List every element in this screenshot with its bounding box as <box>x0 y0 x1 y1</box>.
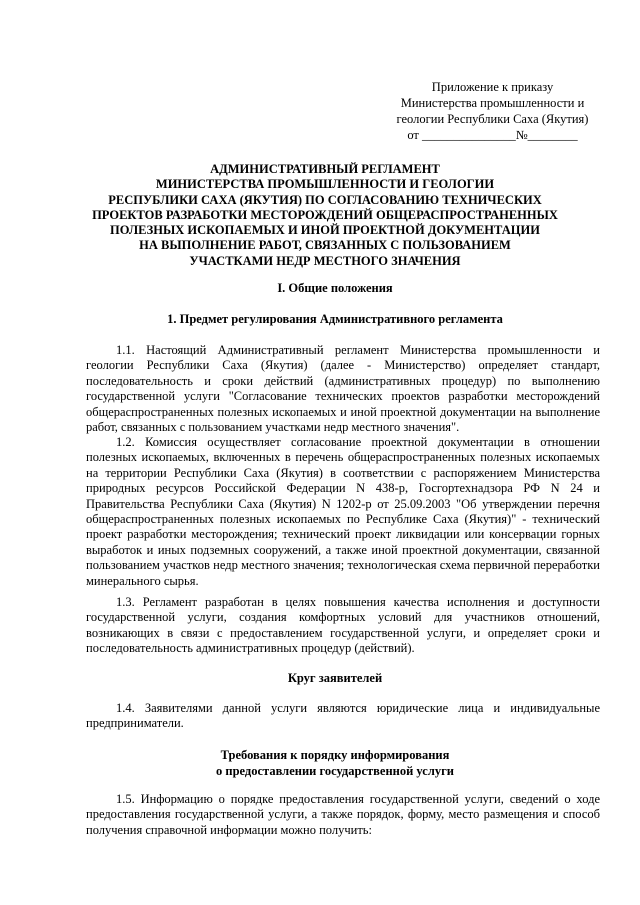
title-line: РЕСПУБЛИКИ САХА (ЯКУТИЯ) ПО СОГЛАСОВАНИЮ ТЕХНИЧЕСКИХ <box>108 192 542 207</box>
section-heading-informing-line: Требования к порядку информирования <box>220 748 450 762</box>
paragraph-1-1: 1.1. Настоящий Административный регламент Министерства промышленности и геологии Республики Саха (Якутия) (далее - Министерство) определяет стандарт, последовательность и сроки действий (административных процедур) по выполнению государственной услуги "Согласование технических проектов разработки месторождений общераспространенных полезных ископаемых и иной проектной документации на выполнение работ, связанных с пользованием участками недр местного значения". <box>86 343 600 435</box>
appendix-date-number-line: от _______________№________ <box>407 128 578 142</box>
title-line: ПРОЕКТОВ РАЗРАБОТКИ МЕСТОРОЖДЕНИЙ ОБЩЕРАСПРОСТРАНЕННЫХ <box>92 207 558 222</box>
appendix-line: Приложение к приказу <box>431 80 554 94</box>
paragraph-1-4: 1.4. Заявителями данной услуги являются юридические лица и индивидуальные предприниматели. <box>86 701 600 731</box>
document-title <box>70 162 580 269</box>
title-line: МИНИСТЕРСТВА ПРОМЫШЛЕННОСТИ И ГЕОЛОГИИ <box>155 177 495 192</box>
appendix-line: Министерства промышленности и <box>400 96 585 110</box>
title-line: ПОЛЕЗНЫХ ИСКОПАЕМЫХ И ИНОЙ ПРОЕКТНОЙ ДОКУМЕНТАЦИИ <box>110 223 540 238</box>
section-heading-general: I. Общие положения <box>277 281 393 295</box>
appendix-note <box>385 79 600 143</box>
paragraph-1-2: 1.2. Комиссия осуществляет согласование проектной документации в отношении полезных ископаемых, включенных в перечень общераспространенных полезных ископаемых на территории Республики Саха (Якутия) в соответствии с распоряжением Министерства природных ресурсов Российской Федерации N 438-р, Госгортехнадзора РФ N 24 и Правительства Республики Саха (Якутия) N 1202-р от 25.09.2003 "Об утверждении перечня общераспространенных полезных ископаемых по Республике Саха (Якутия)" - технический проект разработки месторождения; технический проект ликвидации или консервации горных выработок и иных подземных сооружений, а также иной проектной документации, связанной пользованием участков недр местного значения; технологическая схема первичной переработки минерального сырья. <box>86 435 600 588</box>
section-heading-informing <box>70 747 600 779</box>
title-line: УЧАСТКАМИ НЕДР МЕСТНОГО ЗНАЧЕНИЯ <box>189 253 461 268</box>
section-heading-subject: 1. Предмет регулирования Административного регламента <box>167 312 503 326</box>
title-line: АДМИНИСТРАТИВНЫЙ РЕГЛАМЕНТ <box>210 162 440 176</box>
appendix-line: геологии Республики Саха (Якутия) <box>396 112 589 126</box>
section-heading-applicants: Круг заявителей <box>287 671 383 685</box>
title-line: НА ВЫПОЛНЕНИЕ РАБОТ, СВЯЗАННЫХ С ПОЛЬЗОВАНИЕМ <box>139 238 511 253</box>
section-heading-informing-line: о предоставлении государственной услуги <box>216 764 454 778</box>
paragraph-1-5: 1.5. Информацию о порядке предоставления государственной услуги, сведений о ходе предоставления государственной услуги, а также порядок, форму, место размещения и способ получения справочной информации можно получить: <box>86 792 600 837</box>
paragraph-1-3: 1.3. Регламент разработан в целях повышения качества исполнения и доступности государственной услуги, создания комфортных условий для участников отношений, возникающих в связи с предоставлением государственной услуги, и определяет сроки и последовательность административных процедур (действий). <box>86 595 600 656</box>
